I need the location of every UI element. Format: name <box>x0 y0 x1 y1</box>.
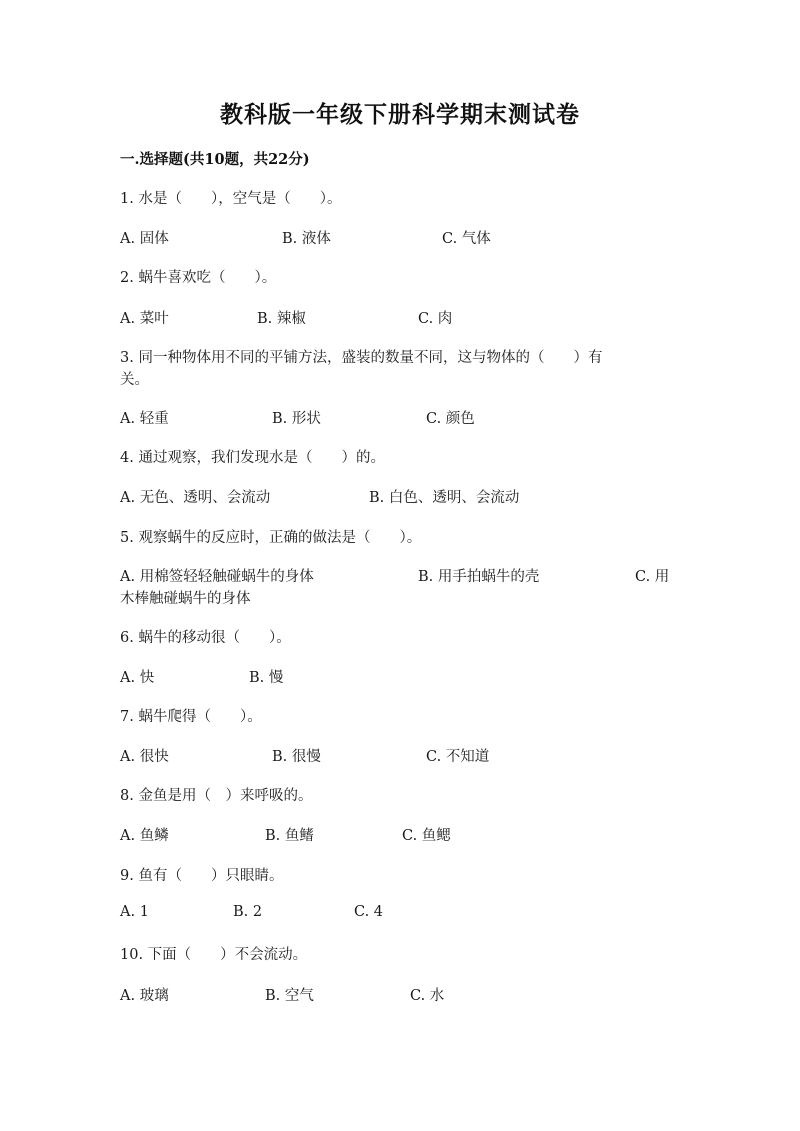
question-3-option-c: C. 颜色 <box>426 411 475 427</box>
section-heading: 一.选择题(共10题，共22分) <box>120 151 310 168</box>
question-5-option-b: B. 用手拍蜗牛的壳 <box>418 569 540 585</box>
question-1-option-c: C. 气体 <box>442 231 491 247</box>
question-9-option-a: A. 1 <box>120 904 149 920</box>
question-8-option-c: C. 鱼鳃 <box>402 828 451 844</box>
question-9-option-c: C. 4 <box>354 904 384 920</box>
question-3-option-a: A. 轻重 <box>120 411 169 427</box>
question-4-option-b: B. 白色、透明、会流动 <box>369 490 520 506</box>
question-6-option-b: B. 慢 <box>249 670 284 686</box>
question-10-option-b: B. 空气 <box>265 988 314 1004</box>
question-8-option-b: B. 鱼鳍 <box>265 828 314 844</box>
question-1-option-a: A. 固体 <box>120 231 169 247</box>
question-4-stem: 4. 通过观察，我们发现水是（ ）的。 <box>120 450 385 466</box>
question-2-option-c: C. 肉 <box>418 311 453 327</box>
question-7-option-b: B. 很慢 <box>272 749 321 765</box>
question-3-stem-line-1: 3. 同一种物体用不同的平铺方法，盛装的数量不同，这与物体的（ ）有 <box>120 350 603 366</box>
question-10-option-c: C. 水 <box>410 988 445 1004</box>
question-9-stem: 9. 鱼有（ ）只眼睛。 <box>120 868 284 884</box>
question-5-option-c-continued: 木棒触碰蜗牛的身体 <box>120 591 251 607</box>
page-title: 教科版一年级下册科学期末测试卷 <box>220 101 580 128</box>
question-2-option-b: B. 辣椒 <box>257 311 306 327</box>
question-1-stem: 1. 水是（ ），空气是（ ）。 <box>120 191 342 207</box>
question-8-stem: 8. 金鱼是用（ ）来呼吸的。 <box>120 788 313 804</box>
question-7-option-a: A. 很快 <box>120 749 169 765</box>
question-1-option-b: B. 液体 <box>282 231 331 247</box>
question-5-option-a: A. 用棉签轻轻触碰蜗牛的身体 <box>120 569 314 585</box>
question-6-option-a: A. 快 <box>120 670 155 686</box>
question-10-option-a: A. 玻璃 <box>120 988 169 1004</box>
question-7-option-c: C. 不知道 <box>426 749 490 765</box>
question-6-stem: 6. 蜗牛的移动很（ ）。 <box>120 630 291 646</box>
question-2-stem: 2. 蜗牛喜欢吃（ ）。 <box>120 270 277 286</box>
question-2-option-a: A. 菜叶 <box>120 311 169 327</box>
question-4-option-a: A. 无色、透明、会流动 <box>120 490 271 506</box>
question-3-option-b: B. 形状 <box>272 411 321 427</box>
question-5-stem: 5. 观察蜗牛的反应时，正确的做法是（ ）。 <box>120 530 422 546</box>
question-5-option-c: C. 用 <box>635 569 670 585</box>
question-8-option-a: A. 鱼鳞 <box>120 828 169 844</box>
question-9-option-b: B. 2 <box>233 904 263 920</box>
question-7-stem: 7. 蜗牛爬得（ ）。 <box>120 709 262 725</box>
question-3-stem-line-2: 关。 <box>120 372 149 388</box>
question-10-stem: 10. 下面（ ）不会流动。 <box>120 947 308 963</box>
